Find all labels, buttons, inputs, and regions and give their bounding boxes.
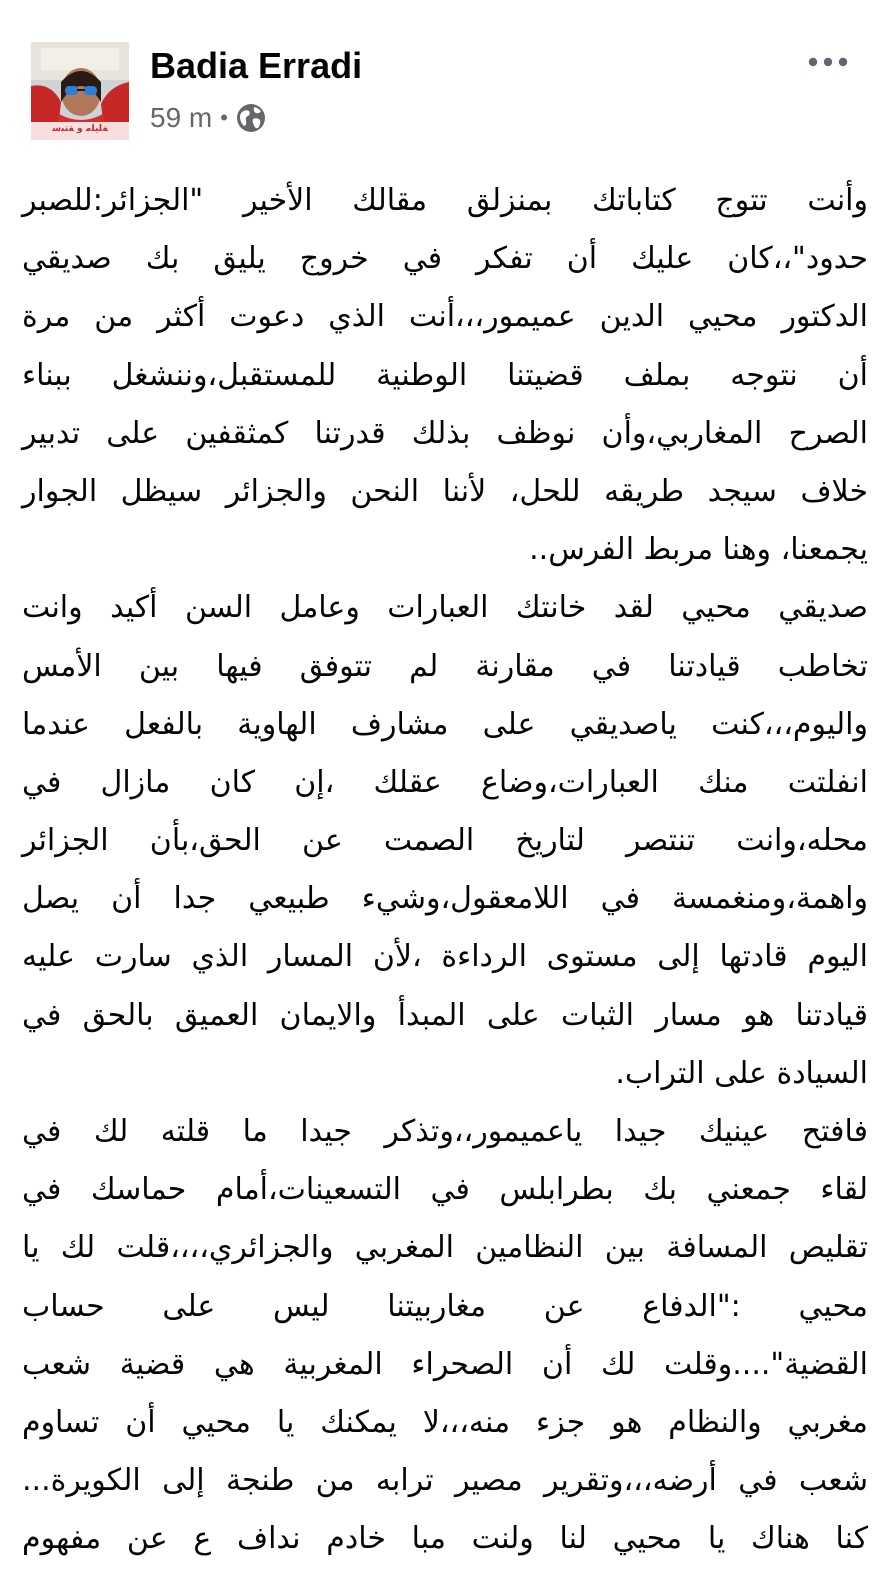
post-text-line: قيادتنا هو مسار الثبات على المبدأ والايمان العميق بالحق في [22,997,868,1033]
more-horizontal-icon [808,57,848,67]
post-text-line: خلاف سيجد طريقه للحل، لأننا النحن والجزائر سيظل الجوار [22,473,868,509]
post-timestamp[interactable]: 59 m [150,102,213,133]
post-text-line: أن نتوجه بملف قضيتنا الوطنية للمستقبل،وننشغل ببناء [22,357,868,393]
post-text-line: الدكتور محيي الدين عميمور،،،أنت الذي دعوت أكثر من مرة [22,299,868,335]
post-text-line: واليوم،،،كنت ياصديقي على مشارف الهاوية بالفعل عندما [22,706,868,742]
post-header [0,0,896,160]
post-text-line: واهمة،ومنغمسة في اللامعقول،وشيء طبيعي جدا أن يصل [22,881,868,917]
post-text-line: يجمعنا، وهنا مربط الفرس.. [529,532,868,568]
post-text-line: صديقي محيي لقد خانتك العبارات وعامل السن أكيد وانت [22,590,868,626]
post-text-line: مغربي والنظام هو جزء منه،،،لا يمكنك يا محيي أن تساوم [22,1404,868,1440]
post-text-line: شعب في أرضه،،،وتقرير مصير ترابه من طنجة إلى الكويرة... [22,1463,868,1499]
post-text-line: اليوم قادتها إلى مستوى الرداءة ،لأن المسار الذي سارت عليه [22,939,868,975]
post-text-line: وأنت تتوج كتاباتك بمنزلق مقالك الأخير "الجزائر:للصبر [22,183,868,218]
post-text-line: الصرح المغاربي،وأن نوظف بذلك قدرتنا كمثقفين على تدبير [22,415,868,451]
post-text-line: فافتح عينيك جيدا ياعميمور،،وتذكر جيدا ما قلته لك في [22,1114,868,1149]
avatar-caption: ﺔﻠﻴﻠﻣ ﻭ ﺔﺘﺒﺳ [52,124,108,134]
post-text-line: محيي :"الدفاع عن مغاربيتنا ليس على حساب [22,1288,868,1324]
post-text-line: انفلتت منك العبارات،وضاع عقلك ،إن كان مازال في [22,764,868,800]
post-text-line: كنا هناك يا محيي لنا ولنت مبا خادم نداف ع عن مفهوم [22,1521,868,1557]
post-text-line: القضية"....وقلت لك أن الصحراء المغربية هي قضية شعب [22,1346,868,1382]
more-options-button[interactable] [804,46,852,78]
meta-separator: • [220,105,228,130]
post-text-line: حدود"،،كان عليك أن تفكر في خروج يليق بك صديقي [22,241,868,277]
post-text-line: تقليص المسافة بين النظامين المغربي والجزائري،،،،قلت لك يا [22,1230,868,1266]
avatar[interactable] [31,42,129,140]
post-text-line: لقاء جمعني بك بطرابلس في التسعينات،أمام حماسك في [22,1172,868,1208]
post-text-line: محله،وانت تنتصر لتاريخ الصمت عن الحق،بأن الجزائر [22,823,868,859]
post-text [22,172,868,1557]
globe-icon[interactable] [236,103,266,133]
post-text-line: تخاطب قيادتنا في مقارنة لم تتوفق فيها بين الأمس [22,648,868,684]
post-text-line: السيادة على التراب. [615,1055,868,1091]
post-meta [150,98,266,138]
author-name[interactable]: Badia Erradi [150,45,363,86]
